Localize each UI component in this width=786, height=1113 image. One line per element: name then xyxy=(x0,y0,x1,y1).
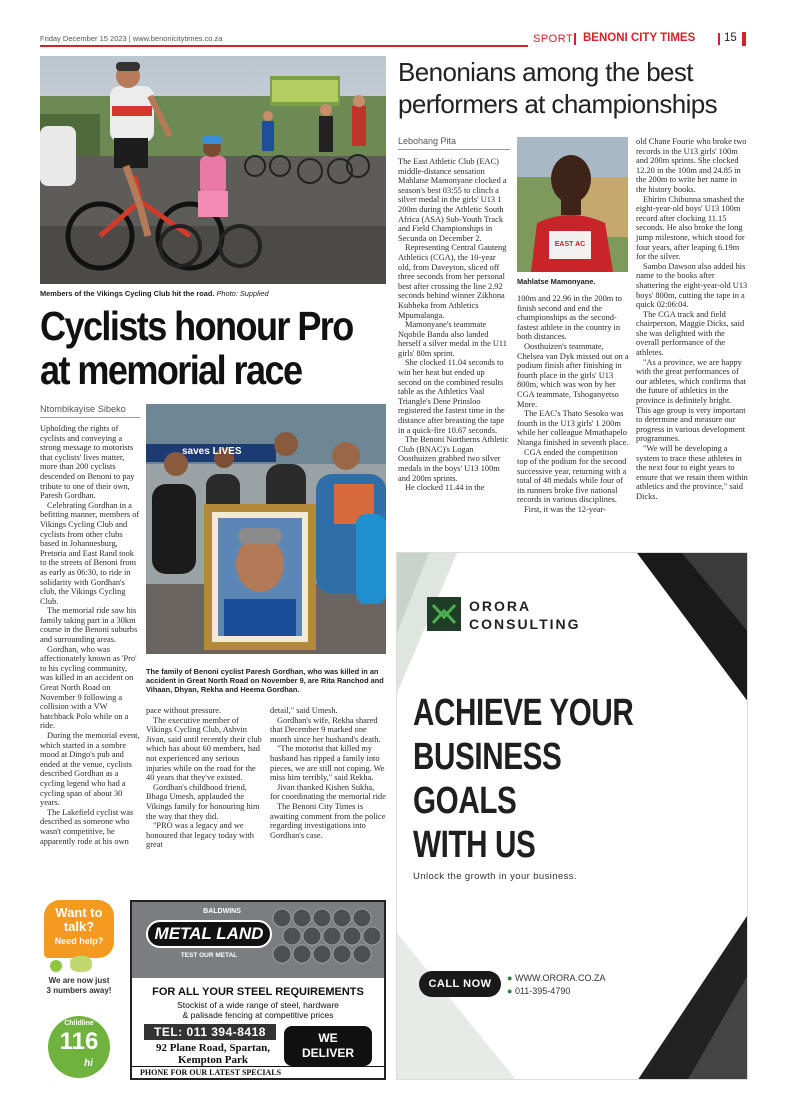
paragraph: Representing Central Gauteng Athletics (CGA), the 10-year old, from Daveyton, sliced off three seconds from her personal best after crossing the line 2.92 seconds behind winner Zikhona Kubheka from Athletics Mpumalanga. xyxy=(398,243,507,320)
athletics-column-3 xyxy=(636,137,748,502)
header-separator xyxy=(718,33,720,45)
paragraph: He clocked 11.44 in the xyxy=(405,483,485,493)
cycling-column-3 xyxy=(270,706,386,840)
paragraph: The Lakefield cyclist was described as someone who wasn't competitive, he apparently rode at his own xyxy=(40,807,134,846)
globe-icon: ● xyxy=(507,973,513,983)
metal-tel[interactable]: TEL: 011 394-8418 xyxy=(144,1024,276,1040)
metal-sub: Stockist of a wide range of steel, hardware & palisade fencing at competitive prices xyxy=(177,1000,339,1020)
paragraph: "The motorist that killed my husband has ripped a family into pieces, we are still not coping. We miss him terribly," said Rekha. xyxy=(270,744,385,783)
paragraph: "We will be developing a system to trace these athletes in the next four to eight years to ensure that we retain them within athletics and the province," said Dicks. xyxy=(636,444,748,501)
metal-top: BALDWINS xyxy=(203,908,241,915)
paragraph: old Chane Fourie who broke two records in the U13 girls' 100m and 200m sprints. She clocked 12.20 in the 100m and 24.85 in the 200m to write her name in the history books. xyxy=(636,137,747,194)
paragraph: She clocked 11.04 seconds to win her heat but ended up second on the combined results table as the Athletics Vaal Triangle's Dene Prinsloo registered the fastest time in the distance after breasting the tape in a quick-fire 10.67 seconds. xyxy=(398,358,505,435)
paragraph: Mamonyane's teammate Nqobile Banda also landed herself a silver medal in the U11 girls' 80m sprint. xyxy=(398,320,507,358)
metal-headline: FOR ALL YOUR STEEL REQUIREMENTS xyxy=(152,986,364,998)
cycling-column-1 xyxy=(40,424,142,846)
paragraph: 100m and 22.96 in the 200m to finish second and end the championships as the second-fastest athlete in the country in both distances. xyxy=(517,294,622,342)
paragraph: Ehirim Chibunna smashed the eight-year-old boys' U13 100m record after clocking 11.15 seconds. He also broke the long jump milestone, which stood for four years, after leaping 6.19m for the silver. xyxy=(636,194,745,262)
paragraph: Gordhan's wife, Rekha shared that December 9 marked one month since her husband's death. xyxy=(270,715,381,744)
paragraph: The EAC's Thato Sesoko was fourth in the U13 girls' 1 200m while her colleague Mmathapelo Ntanga finished in seventh place. xyxy=(517,409,629,447)
orora-website[interactable]: WWW.ORORA.CO.ZA xyxy=(514,973,606,983)
paragraph: pace without pressure. xyxy=(146,706,222,715)
orora-consulting-ad[interactable] xyxy=(396,552,748,1080)
paragraph: Oosthuizen's teammate, Chelsea van Dyk missed out on a podium finish after finishing in fourth place in the girls' U13 800m, which was won by her CGA teammate, Tshoganyetso More. xyxy=(517,341,629,409)
metal-land-ad[interactable] xyxy=(130,900,386,1080)
header-page-bar xyxy=(742,32,746,46)
paragraph: CGA ended the competition top of the podium for the second successive year, returning with a total of 48 medals while four of its runners broke five national records in various disciplines. xyxy=(517,447,627,505)
we-deliver-badge: WE DELIVER xyxy=(284,1026,372,1066)
athletics-column-1 xyxy=(398,157,510,493)
metal-address: 92 Plane Road, Spartan, Kempton Park xyxy=(156,1042,270,1066)
paragraph: Sambo Dawson also added his name to the books after shattering the eight-year-old U13 boys' 800m, cutting the tape in a quick 02:06:04. xyxy=(636,261,748,310)
metal-slogan: TEST OUR METAL xyxy=(180,952,238,959)
byline-rule xyxy=(40,417,140,418)
paragraph: The memorial ride saw his family taking part in a 30km course in the Benoni suburbs and surrounding areas. xyxy=(40,606,138,645)
paragraph: The executive member of Vikings Cycling Club, Ashvin Jivan, said until recently their club which has about 60 members, had not experienced any serious injuries while on the road for the 40 years that they've existed. xyxy=(146,715,262,783)
cycling-column-2 xyxy=(146,706,262,850)
top-photo-caption: Members of the Vikings Cycling Club hit the road. Photo: Supplied xyxy=(40,289,269,298)
cycling-byline: Ntombikayise Sibeko xyxy=(40,404,126,414)
paragraph: "PRO was a legacy and we honoured that legacy today with great xyxy=(146,821,254,850)
orora-headline: ACHIEVE YOUR BUSINESS GOALS WITH US xyxy=(413,692,634,866)
childline-brand: Childline xyxy=(64,1020,94,1027)
childline-note: We are now just 3 numbers away! xyxy=(46,976,112,995)
call-now-button[interactable]: CALL NOW xyxy=(419,971,501,997)
paragraph: "As a province, we are happy with the great performances of our athletes, which confirms that the future of athletics in the province is definitely bright. This age group is very important to determine and measure our progress in various development programmes. xyxy=(636,357,747,444)
paragraph: The Benoni Northerns Athletic Club (BNAC)'s Logan Oosthuizen grabbed two silver medals in the boys' U13 100m and 200m sprints. xyxy=(398,435,509,483)
childline-hi: hi xyxy=(84,1058,93,1069)
header-rule xyxy=(40,45,528,47)
family-memorial-photo xyxy=(146,404,386,654)
phone-icon: ● xyxy=(507,986,513,996)
header-date-site: Friday December 15 2023 | www.benonicitytimes.co.za xyxy=(40,34,223,43)
paragraph: The Benoni City Times is awaiting comment from the police regarding investigations into Gordhan's case. xyxy=(270,801,386,840)
paragraph: Upholding the rights of cyclists and conveying a strong message to motorists that cyclists' lives matter, more than 200 cyclists descended on Benoni to pay tribute to one of their own, Paresh Gordhan. xyxy=(40,424,135,501)
paper-name: BENONI CITY TIMES xyxy=(583,32,696,44)
athlete-photo xyxy=(517,137,628,272)
orora-logo-icon xyxy=(427,597,461,631)
orora-brand: ORORA CONSULTING xyxy=(469,598,581,632)
metal-footer: PHONE FOR OUR LATEST SPECIALS xyxy=(132,1066,384,1078)
header-separator xyxy=(574,33,576,45)
paragraph: Celebrating Gordhan in a befitting manner, members of Vikings Cycling Club and cyclists from other clubs based in Johannesburg, Pretoria and East Rand took to the streets of Benoni from as early as 06:30, to ride in solidarity with Gordhan's club, the Vikings Cycling Club. xyxy=(40,500,140,606)
orora-phone[interactable]: 011-395-4790 xyxy=(514,986,571,996)
orora-tagline: Unlock the growth in your business. xyxy=(413,871,577,882)
paragraph: First, it was the 12-year- xyxy=(524,505,606,515)
speech-bubble: Want to talk? Need help? xyxy=(44,900,114,958)
athletics-byline: Lebohang Pita xyxy=(398,136,457,146)
orora-contact xyxy=(507,972,605,998)
family-photo-caption: The family of Benoni cyclist Paresh Gordhan, who was killed in an accident in Great North Road on November 9, are Rita Ranchod and Vihaan, Dhyan, Rekha and Heema Gordhan. xyxy=(146,667,384,694)
section-label: SPORT xyxy=(533,33,574,45)
decorative-blob xyxy=(70,956,92,972)
childline-number[interactable]: 116 xyxy=(59,1028,99,1055)
paragraph: Gordhan's childhood friend, Bhaga Umesh, applauded the Vikings family for honouring him the way that they did. xyxy=(146,782,260,821)
athletics-column-2 xyxy=(517,294,629,515)
page-number: 15 xyxy=(724,32,737,44)
athletics-headline: Benonians among the best performers at championships xyxy=(398,57,718,119)
cycling-headline: Cyclists honour Pro at memorial race xyxy=(40,303,353,393)
byline-rule xyxy=(398,149,510,150)
paragraph: Gordhan, who was affectionately known as 'Pro' to his cycling community, was killed in an accident on Great North Road on November 9 following a collision with a VW hatchback Polo while on a ride. xyxy=(40,644,137,731)
childline-ad[interactable] xyxy=(40,898,118,1082)
athlete-bib: EAST AC xyxy=(554,241,586,248)
decorative-dot xyxy=(50,960,62,972)
paragraph: Jivan thanked Kishen Sukha, for coordinating the memorial ride xyxy=(270,782,386,802)
paragraph: The CGA track and field chairperson, Maggie Dicks, said she was delighted with the overall performance of the athletes. xyxy=(636,309,745,358)
paragraph: The East Athletic Club (EAC) middle-distance sensation Mahlatse Mamonyane clocked a season's best 03:55 to clinch a silver medal in the girls' U13 1 200m during the Athletic South Africa (ASA) Sub-Youth Track and Field Championships in Secunda on December 2. xyxy=(398,157,507,243)
photo-banner-text: saves LIVES xyxy=(182,446,242,457)
paragraph: During the memorial event, which started in a sombre mood at Dingo's pub and ended at the venue, cyclists described Gordhan as a cycling legend who had a cycling span of about 30 years. xyxy=(40,731,140,808)
athlete-caption: Mahlatse Mamonyane. xyxy=(517,277,596,286)
metal-brand: METAL LAND xyxy=(146,920,272,948)
paragraph: detail," said Umesh. xyxy=(270,706,338,715)
cyclists-road-photo xyxy=(40,56,386,284)
